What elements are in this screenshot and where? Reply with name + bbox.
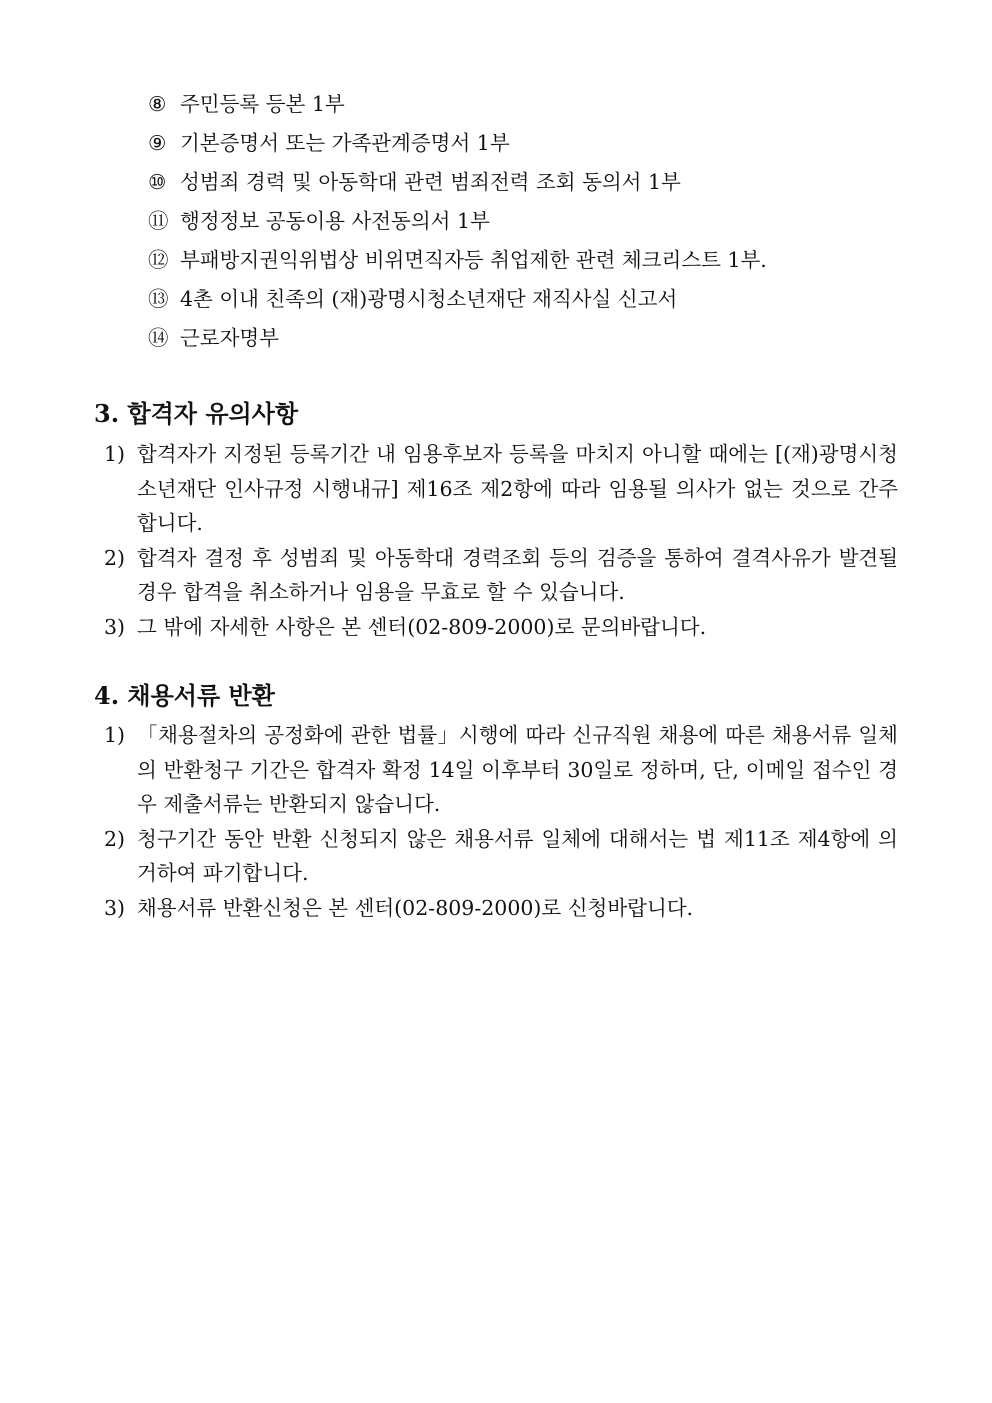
item-number: 3) xyxy=(104,614,126,639)
item-number: ⑫ xyxy=(148,248,169,272)
item-number: ⑧ xyxy=(148,92,167,116)
section-3-list xyxy=(104,437,898,644)
item-text: 기본증명서 또는 가족관계증명서 1부 xyxy=(180,131,510,155)
item-text: 부패방지권익위법상 비위면직자등 취업제한 관련 체크리스트 1부. xyxy=(180,248,767,272)
document-item xyxy=(148,244,767,283)
item-number: 1) xyxy=(104,442,126,466)
document-item xyxy=(148,127,767,166)
item-number: ⑭ xyxy=(148,326,169,350)
document-item xyxy=(148,166,767,205)
item-text: 행정정보 공동이용 사전동의서 1부 xyxy=(180,209,490,233)
required-documents-list xyxy=(148,88,767,361)
item-text: 성범죄 경력 및 아동학대 관련 범죄전력 조회 동의서 1부 xyxy=(180,170,681,194)
notice-item xyxy=(104,437,898,541)
item-text: 합격자가 지정된 등록기간 내 임용후보자 등록을 마치지 아니할 때에는 [(재)광명시청소년재단 인사규정 시행내규] 제16조 제2항에 따라 임용될 의사가 없는 것으로 간주합니다. xyxy=(137,442,898,535)
item-number: ⑩ xyxy=(148,170,167,194)
item-number: 2) xyxy=(104,545,126,570)
item-number: ⑪ xyxy=(148,209,169,233)
item-text: 주민등록 등본 1부 xyxy=(180,92,345,116)
item-number: ⑬ xyxy=(148,287,169,311)
section-4-list xyxy=(104,718,898,925)
item-number: 3) xyxy=(104,895,126,920)
item-text: 그 밖에 자세한 사항은 본 센터(02-809-2000)로 문의바랍니다. xyxy=(137,614,707,639)
item-text: 근로자명부 xyxy=(180,326,280,350)
item-text: 4촌 이내 친족의 (재)광명시청소년재단 재직사실 신고서 xyxy=(180,287,678,311)
item-text: 채용서류 반환신청은 본 센터(02-809-2000)로 신청바랍니다. xyxy=(137,895,694,920)
notice-item xyxy=(104,541,898,610)
notice-item xyxy=(104,822,898,891)
item-number: ⑨ xyxy=(148,131,167,155)
document-item xyxy=(148,322,767,361)
document-item xyxy=(148,283,767,322)
item-text: 합격자 결정 후 성범죄 및 아동학대 경력조회 등의 검증을 통하여 결격사유가 발견될 경우 합격을 취소하거나 임용을 무효로 할 수 있습니다. xyxy=(137,545,898,604)
section-4-heading: 4. 채용서류 반환 xyxy=(94,681,275,710)
document-item xyxy=(148,88,767,127)
item-text: 청구기간 동안 반환 신청되지 않은 채용서류 일체에 대해서는 법 제11조 제4항에 의거하여 파기합니다. xyxy=(137,826,898,885)
item-number: 1) xyxy=(104,723,126,747)
notice-item xyxy=(104,718,898,822)
notice-item xyxy=(104,610,898,645)
item-number: 2) xyxy=(104,826,126,851)
document-item xyxy=(148,205,767,244)
section-3-heading: 3. 합격자 유의사항 xyxy=(94,399,299,428)
notice-item xyxy=(104,891,898,926)
item-text: 「채용절차의 공정화에 관한 법률」시행에 따라 신규직원 채용에 따른 채용서류 일체의 반환청구 기간은 합격자 확정 14일 이후부터 30일로 정하며, 단, 이메일 접수인 경우 제출서류는 반환되지 않습니다. xyxy=(137,723,898,816)
